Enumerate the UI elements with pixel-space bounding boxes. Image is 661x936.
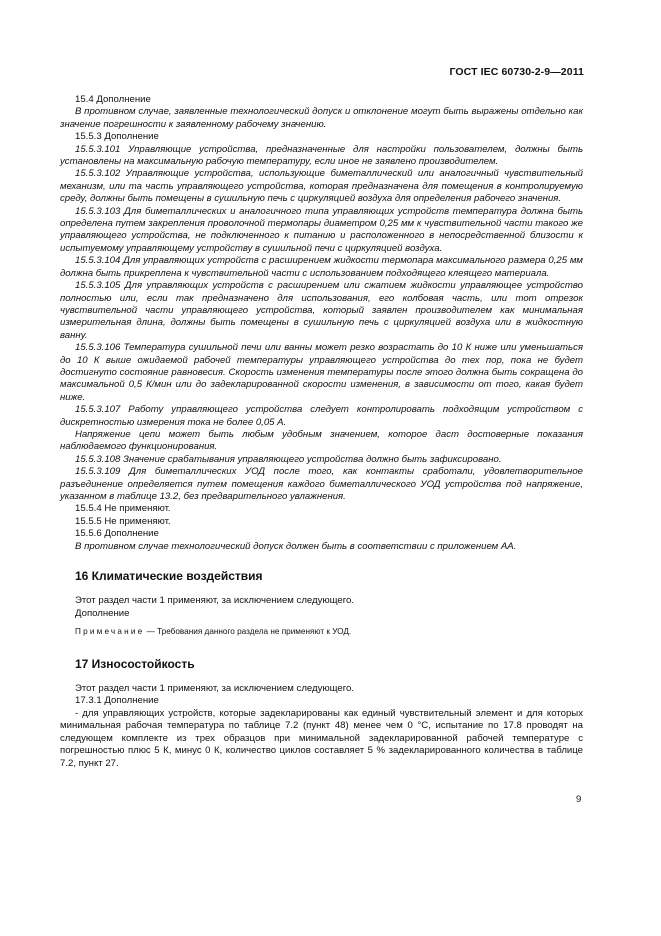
clause-number: 17.3.1 Дополнение <box>75 695 159 707</box>
section-intro: Этот раздел части 1 применяют, за исключением следующего. <box>75 683 355 695</box>
clause-number: 15.5.4 Не применяют. <box>75 503 171 515</box>
clause-paragraph: 15.5.3.108 Значение срабатывания управляющего устройства должно быть зафиксировано. <box>75 453 502 465</box>
clause-paragraph: В противном случае, заявленные технологический допуск и отклонение могут быть выражены отдельно как значение погрешности к заявленному рабочему значению. <box>60 106 583 130</box>
clause-number: 15.4 Дополнение <box>75 94 151 105</box>
clause-paragraph: 15.5.3.104 Для управляющих устройств с расширением жидкости термопара максимального размера 0,25 мм должна быть прикреплена к чувствительной части с использованием подходящего клеящего материала. <box>60 255 583 279</box>
clause-paragraph: В противном случае технологический допуск должен быть в соответствии с приложением АА. <box>75 540 517 552</box>
clause-number: 15.5.6 Дополнение <box>75 528 159 540</box>
clause-paragraph: 15.5.3.105 Для управляющих устройств с расширением или сжатием жидкости управляющее устройство полностью или, если так предназначено для использования, его колбовая часть, или тот отрезок чувствительной части управляющего устройства, который заявлен производителем как минимальная измерительная длина, должны быть помещены в сушильную печь с циркуляцией воздуха или в жидкостную ванну. <box>60 280 583 341</box>
page-body <box>60 94 583 770</box>
section-heading: 17 Износостойкость <box>75 656 195 671</box>
standard-designation: ГОСТ IEC 60730-2-9—2011 <box>449 66 584 78</box>
clause-paragraph: 15.5.3.103 Для биметаллических и аналогичного типа управляющих устройств температура должна быть определена путем закрепления проволочной термопары диаметром 0,25 мм к чувствительной части такого же управляющего устройства, не подключенного к питанию и расположенного в непосредственной близости к испытуемому управляющему устройству в сушильной печи с циркуляцией воздуха. <box>60 205 583 254</box>
note-text: — Требования данного раздела не применяют к УОД. <box>144 627 352 637</box>
page-number: 9 <box>576 794 582 805</box>
clause-number: 15.5.5 Не применяют. <box>75 515 171 527</box>
section-intro: Этот раздел части 1 применяют, за исключением следующего. <box>75 595 355 607</box>
clause-paragraph: - для управляющих устройств, которые задекларированы как единый чувствительный элемент и для которых минимальная рабочая температура по таблице 7.2 (пункт 48) менее чем 0 °С, испытание по 17.8 проводят на следующем комплекте из трех образцов при минимальной задекларированной рабочей температуре с погрешностью плюс 5 К, минус 0 К, количество циклов составляет 5 % задекларированного количества в таблице 7.2, пункт 27. <box>60 707 583 769</box>
clause-paragraph: 15.5.3.102 Управляющие устройства, использующие биметаллический или аналогичный чувствительный механизм, или та часть управляющего устройства, которая предназначена для помещения в контролируемую среду, должны быть помещены в сушильную печь с циркуляцией воздуха для определения рабочего значения. <box>60 168 583 205</box>
clause-paragraph: 15.5.3.101 Управляющие устройства, предназначенные для настройки пользователем, должны быть установлены на максимальную рабочую температуру, если иное не заявлено производителем. <box>60 143 583 168</box>
note-label: Примечание <box>75 627 145 637</box>
clause-number: 15.5.3 Дополнение <box>75 131 159 143</box>
clause-paragraph: 15.5.3.106 Температура сушильной печи или ванны может резко возрастать до 10 К ниже или уменьшаться до 10 К выше ожидаемой рабочей температуры управляющего устройства до тех пор, пока не будет достигнуто состояние равновесия. Скорость изменения температуры после этого должна быть сокращена до максимальной 0,5 К/мин или до задекларированной скорости изменения, в зависимости от того, какая будет ниже. <box>60 342 583 403</box>
section-note <box>60 626 583 638</box>
clause-paragraph: 15.5.3.107 Работу управляющего устройства следует контролировать подходящим устройством с дискретностью измерения тока не более 0,05 А. <box>60 404 583 428</box>
section-heading: 16 Климатические воздействия <box>75 569 263 584</box>
clause-number: Дополнение <box>75 607 130 619</box>
clause-paragraph: Напряжение цепи может быть любым удобным значением, которое даст достоверные показания наблюдаемого функционирования. <box>60 428 583 453</box>
clause-paragraph: 15.5.3.109 Для биметаллических УОД после того, как контакты сработали, удовлетворительное разъединение определяется путем помещения каждого биметаллического УОД устройства под напряжение, указанном в таблице 13.2, без предварительного увлажнения. <box>60 466 583 502</box>
